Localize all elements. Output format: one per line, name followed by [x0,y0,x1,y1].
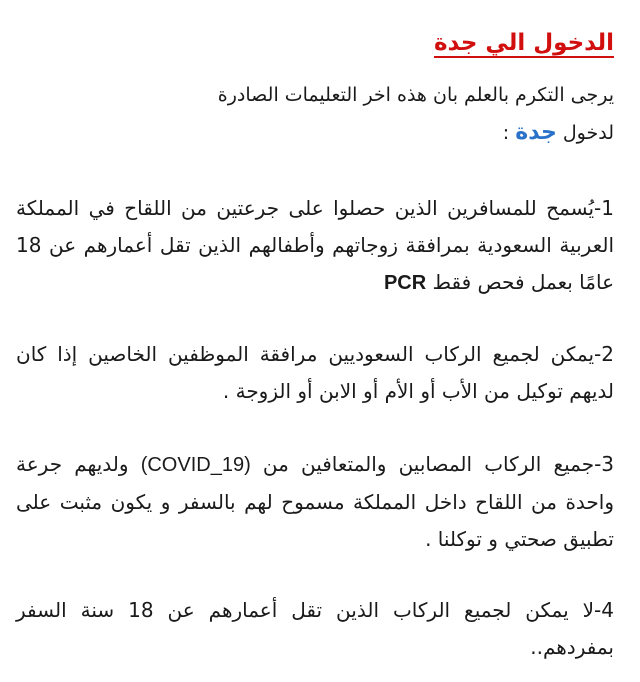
intro-city: جدة [515,120,557,145]
rule-text: يمكن لجميع الركاب السعوديين مرافقة الموظفين الخاصين إذا كان لديهم توكيل من الأب أو الأم أو الابن أو الزوجة . [16,342,614,403]
rule-number: 3- [594,452,615,476]
rule-text-before: جميع الركاب المصابين والمتعافين من [262,452,595,476]
rule-number: 4- [594,598,614,622]
rule-text-after: ولديهم جرعة واحدة من اللقاح داخل المملكة مسموح لهم بالسفر و يكون مثبت على تطبيق صحتي و توكلنا . [16,452,614,551]
rule-text: لا يمكن لجميع الركاب الذين تقل أعمارهم عن 18 سنة السفر بمفردهم.. [16,598,614,659]
intro-paragraph [16,76,614,152]
covid-label: (COVID_19) [140,454,251,476]
intro-line: يرجى التكرم بالعلم بان هذه اخر التعليمات الصادرة [217,84,614,106]
rule-number: 1- [594,196,614,220]
intro-prefix: لدخول [562,122,614,144]
rule-2 [16,336,614,410]
rule-text: يُسمح للمسافرين الذين حصلوا على جرعتين من اللقاح في المملكة العربية السعودية بمرافقة زوجاتهم وأطفالهم الذين تقل أعمارهم عن 18 عامًا بعمل فحص فقط [16,196,614,294]
intro-suffix: : [502,122,510,144]
pcr-label: PCR [383,272,427,294]
document-title: الدخول الي جدة [433,30,614,56]
rule-4 [16,592,614,666]
rule-1 [16,190,614,302]
rule-3 [16,446,614,558]
intro-line-2 [16,114,614,152]
rule-number: 2- [594,342,614,366]
